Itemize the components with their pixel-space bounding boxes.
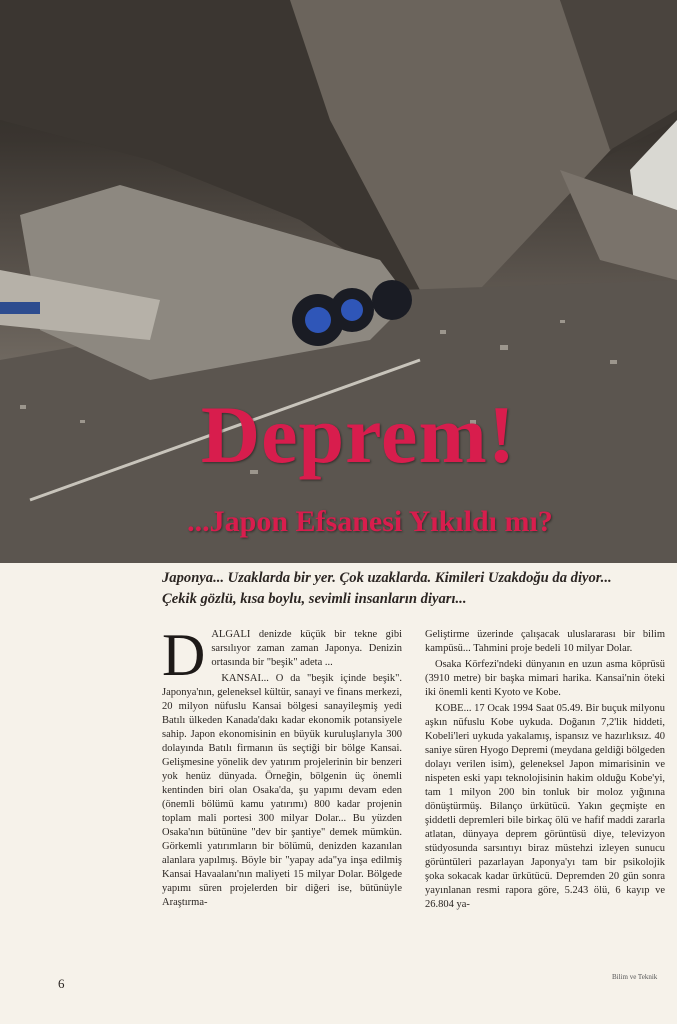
magazine-name: Bilim ve Teknik — [612, 973, 658, 981]
paragraph: KOBE... 17 Ocak 1994 Saat 05.49. Bir buçuk milyonu aşkın nüfuslu Kobe uykuda. Doğanın 7,2'lik hiddeti, Kobeli'leri uykuda yakalamış, ispansız ve hazırlıksız. 40 saniye süren Hyogo Depremi (meydana geldiği bölgeden dolayı verilen isim), geleneksel Japon mimarisinin ve nispeten eski yapı teknolojisinin hakim olduğu Kobe'yi, tam 1 milyon 200 bin tonluk bir moloz yığınına dönüştürmüş. Bilanço ürkütücü. Yakın geçmişte en şiddetli depremleri bile birkaç ölü ve hafif maddi zararla atlatan, dünyaya deprem görüntüsü diye, televizyon stüdyosunda sarsıntıyı biraz müstehzi izleyen sunucu görüntüleri pazarlayan Japonya'yı tam bir psikolojik şoka sokacak kadar ürkütücü. Depremden 20 gün sonra yayınlanan resmi rapora göre, 5.243 ölü, 6 kayıp ve 26.804 ya- — [425, 703, 665, 910]
paragraph: ALGALI denizde küçük bir tekne gibi sarsılıyor zaman zaman Japonya. Denizin ortasında bir "beşik" adeta ... — [211, 629, 402, 668]
truck-hubcap — [341, 299, 363, 321]
article-title: Deprem! — [200, 389, 517, 480]
article-intro: Japonya... Uzaklarda bir yer. Çok uzaklarda. Kimileri Uzakdoğu da diyor... Çekik gözlü, kısa boylu, sevimli insanların diyarı... — [162, 570, 612, 607]
page-number: 6 — [58, 976, 65, 991]
paragraph: Geliştirme üzerinde çalışacak uluslararası bir bilim kampüsü... Tahmini proje bedeli 10 milyar Dolar. — [425, 629, 665, 654]
body-column-left — [162, 622, 402, 912]
truck-wheel — [372, 280, 412, 320]
article-subtitle: ...Japon Efsanesi Yıkıldı mı? — [187, 505, 553, 538]
truck-hubcap — [305, 307, 331, 333]
paragraph: Osaka Körfezi'ndeki dünyanın en uzun asma köprüsü (3910 metre) bir başka mimari harika. Kansai'nin öteki iki önemli kenti Kyoto ve Kobe. — [425, 659, 665, 698]
paragraph: KANSAI... O da "beşik içinde beşik". Japonya'nın, geleneksel kültür, sanayi ve finans merkezi, 20 milyon nüfuslu Kansai bölgesi sanayileşmiş yedi Batılı ülkeden Kanada'dakı kadar ekonomik potansiyele sahip. Japon ekonomisinin en büyük kuruluşlarıyla 300 dolayında Batılı firmanın üs seçtiği bir bölge Kansai. Gelişmesine yönelik dev yatırım projelerinin bir benzeri yok henüz dünyada. Örneğin, bölgenin üç önemli kentinden biri olan Osaka'da, şu yapımı devam eden (önemli bölümü kamu yatırımı) 800 kadar projenin toplam mali portesi 300 milyar Dolar... Bu yüzden Osaka'nın bütününe "dev bir şantiye" demek mümkün. Görkemli yatırımların bir bölümü, denizden kazanılan alanlara yapılmış. Böyle bir "yapay ada"ya inşa edilmiş Kansai Havaalanı'nın maliyeti 15 milyar Dolar. Bölgede yapımı süren projelerden bir diğeri ise, bütünüyle Araştırma- — [162, 673, 402, 908]
body-column-right — [425, 628, 665, 914]
truck-logo — [0, 302, 40, 314]
drop-cap: D — [162, 622, 206, 688]
